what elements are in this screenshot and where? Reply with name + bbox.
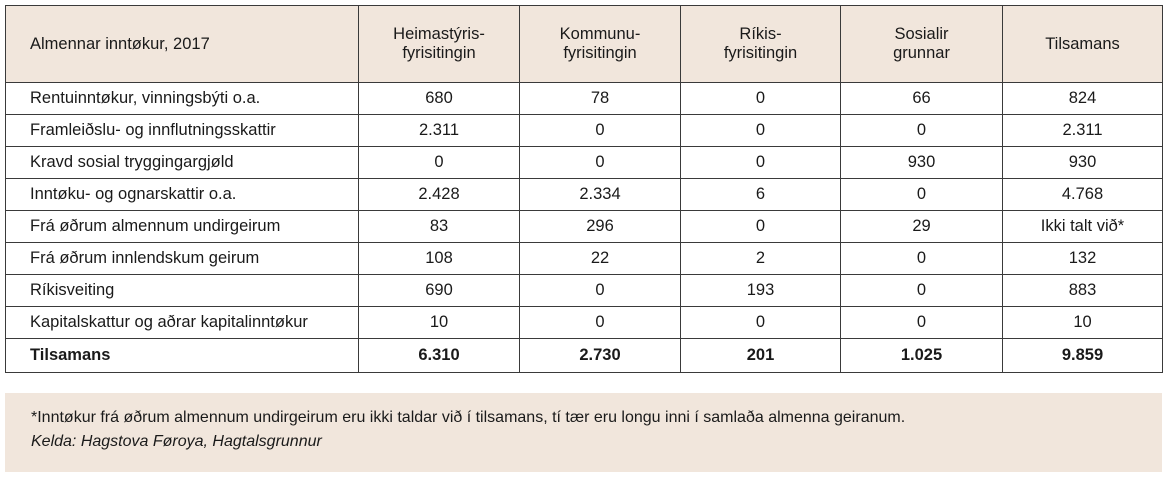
table-cell: 108 [359,243,520,275]
table-cell: 22 [520,243,681,275]
total-label: Tilsamans [6,339,359,373]
table-cell: 296 [520,211,681,243]
row-label: Rentuinntøkur, vinningsbýti o.a. [6,83,359,115]
total-cell: 201 [681,339,841,373]
header-line: Ríkis- [739,25,782,43]
header-line: grunnar [893,44,950,62]
table-cell: 930 [1003,147,1163,179]
table-cell: 29 [841,211,1003,243]
row-label: Frá øðrum innlendskum geirum [6,243,359,275]
table-cell: 0 [841,307,1003,339]
header-line: fyrisitingin [563,44,637,62]
table-row [6,243,1163,275]
table-cell: 2.311 [1003,115,1163,147]
header-row [6,6,1163,83]
table-cell: 2.428 [359,179,520,211]
table-cell: 0 [359,147,520,179]
table-cell: 0 [841,275,1003,307]
table-cell: 0 [841,243,1003,275]
source-text: Kelda: Hagstova Føroya, Hagtalsgrunnur [31,433,322,450]
table-cell: 680 [359,83,520,115]
header-line: Kommunu- [559,25,641,43]
table-cell: 2.311 [359,115,520,147]
table-cell: 0 [520,147,681,179]
row-label: Framleiðslu- og innflutningsskattir [6,115,359,147]
header-cell-heimastyri [359,6,520,83]
table-row [6,211,1163,243]
table-cell: 0 [681,115,841,147]
total-cell: 9.859 [1003,339,1163,373]
row-label: Inntøku- og ognarskattir o.a. [6,179,359,211]
revenue-table-container [5,5,1162,373]
table-cell: 690 [359,275,520,307]
table-cell: Ikki talt við* [1003,211,1163,243]
table-cell: 0 [681,147,841,179]
table-row [6,275,1163,307]
table-cell: 824 [1003,83,1163,115]
table-cell: 132 [1003,243,1163,275]
table-cell: 0 [681,83,841,115]
header-cell-title [6,6,359,83]
header-cell-sosialir [841,6,1003,83]
table-cell: 2.334 [520,179,681,211]
header-cell-tilsamans [1003,6,1163,83]
table-cell: 0 [681,211,841,243]
table-cell: 10 [359,307,520,339]
table-row [6,83,1163,115]
table-cell: 0 [681,307,841,339]
table-cell: 883 [1003,275,1163,307]
header-line: Almennar inntøkur, 2017 [30,34,210,53]
footnote-box [5,393,1162,472]
table-cell: 83 [359,211,520,243]
total-cell: 6.310 [359,339,520,373]
table-cell: 0 [520,275,681,307]
row-label: Kravd sosial tryggingargjøld [6,147,359,179]
header-cell-rikis [681,6,841,83]
table-cell: 0 [520,115,681,147]
footnote-text: *Inntøkur frá øðrum almennum undirgeirum eru ikki taldar við í tilsamans, tí tær eru longu inni í samlaða almenna geiranum. [31,409,906,426]
table-row [6,179,1163,211]
table-row [6,307,1163,339]
header-line: fyrisitingin [402,44,476,62]
header-cell-kommunu [520,6,681,83]
header-line: Tilsamans [1045,34,1120,53]
table-cell: 66 [841,83,1003,115]
total-cell: 2.730 [520,339,681,373]
table-cell: 0 [841,179,1003,211]
table-row [6,115,1163,147]
table-cell: 10 [1003,307,1163,339]
table-cell: 930 [841,147,1003,179]
header-line: fyrisitingin [723,44,798,62]
revenue-table [5,5,1163,373]
table-cell: 78 [520,83,681,115]
total-cell: 1.025 [841,339,1003,373]
header-line: Sosialir [894,25,949,43]
table-cell: 2 [681,243,841,275]
row-label: Kapitalskattur og aðrar kapitalinntøkur [6,307,359,339]
row-label: Frá øðrum almennum undirgeirum [6,211,359,243]
table-cell: 193 [681,275,841,307]
table-cell: 0 [841,115,1003,147]
table-cell: 6 [681,179,841,211]
total-row [6,339,1163,373]
table-cell: 4.768 [1003,179,1163,211]
table-row [6,147,1163,179]
row-label: Ríkisveiting [6,275,359,307]
table-cell: 0 [520,307,681,339]
header-line: Heimastýris- [393,25,485,43]
